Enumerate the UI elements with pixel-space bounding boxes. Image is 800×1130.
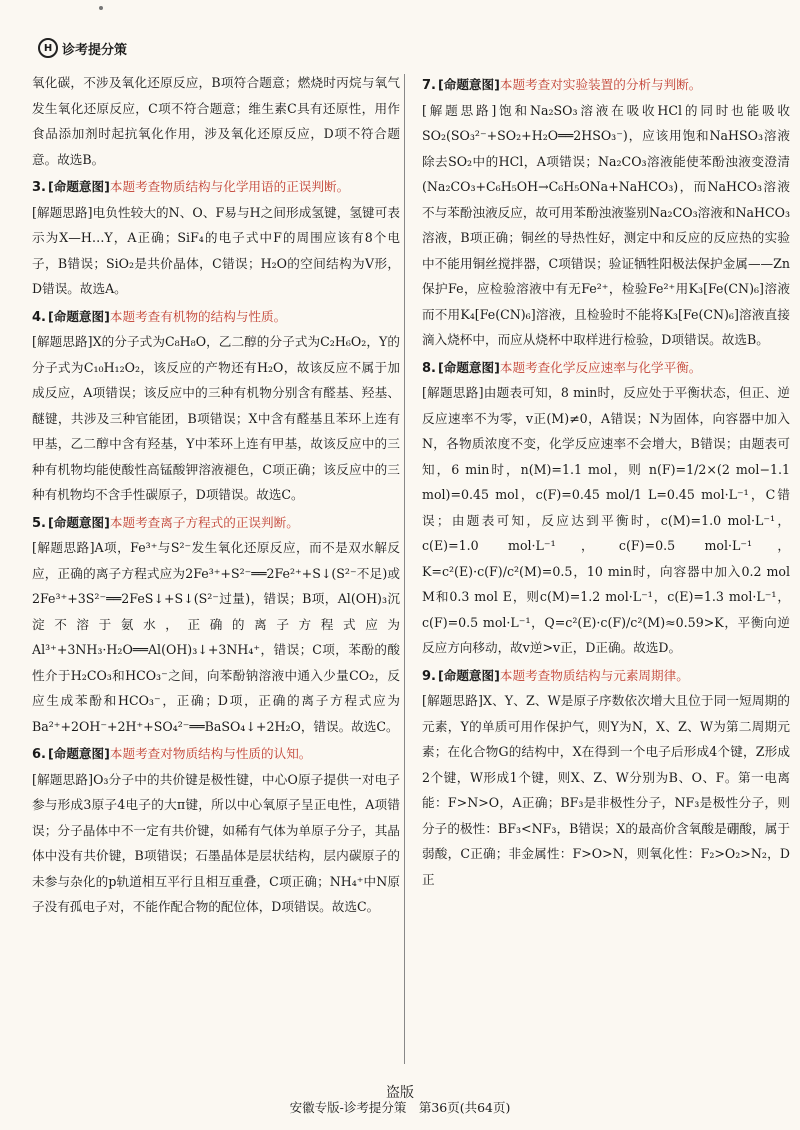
solution-text: [解题思路]饱和Na₂SO₃溶液在吸收HCl的同时也能吸收SO₂(SO₃²⁻+SO₂+H₂O══2HSO₃⁻)，应该用饱和NaHSO₃溶液除去SO₂中的HCl，A项错误；Na₂CO₃溶液能使苯酚浊液变澄清(Na₂CO₃+C₆H₅OH→C₆H₅ONa+NaHCO₃)，而NaHCO₃溶液不与苯酚浊液反应，故可用苯酚浊液鉴别Na₂CO₃溶液和NaHCO₃溶液，B项正确；铜丝的导热性好，测定中和反应的反应热的实验中不能用铜丝搅拌器，C项错误；验证牺牲阳极法保护金属——Zn保护Fe，应检验溶液中有无Fe²⁺，检验Fe²⁺用K₃[Fe(CN)₆]溶液而不用K₄[Fe(CN)₆]溶液，且检验时不能将K₃[Fe(CN)₆]溶液直接滴入烧杯中，而应从烧杯中取样进行检验，D项错误。故选B。 [422,102,790,347]
question-number: 8. [422,360,436,376]
intro-paragraph: 氧化碳，不涉及氧化还原反应，B项符合题意；燃烧时丙烷与氧气发生氧化还原反应，C项不符合题意；维生素C具有还原性，用作食品添加剂时起抗氧化作用，涉及氧化还原反应，D项不符合题意。故选B。 [32,75,400,167]
column-divider [404,74,405,1064]
brand-title: 诊考提分策 [62,42,128,58]
question-3 [32,174,400,302]
solution-text: [解题思路]电负性较大的N、O、F易与H之间形成氢键，氢键可表示为X—H…Y，A正确；SiF₄的电子式中F的周围应该有8个电子，B错误；SiO₂是共价晶体，C错误；H₂O的空间结构为V形，D错误。故选A。 [32,204,400,296]
question-4 [32,304,400,508]
question-number: 4. [32,309,46,325]
right-column [422,70,790,892]
page-info: 安徽专版-诊考提分策 第36页(共64页) [289,1100,511,1115]
question-8 [422,355,790,661]
header [38,38,127,58]
intent-text: 本题考查离子方程式的正误判断。 [109,514,299,530]
intent-label: [命题意图] [47,179,110,194]
question-number: 9. [422,668,436,684]
question-7 [422,72,790,353]
page-footer [0,1082,800,1116]
solution-text: [解题思路]A项，Fe³⁺与S²⁻发生氧化还原反应，而不是双水解反应，正确的离子方程式应为2Fe³⁺+S²⁻══2Fe²⁺+S↓(S²⁻不足)或2Fe³⁺+3S²⁻══2FeS↓+S↓(S²⁻过量)，错误；B项，Al(OH)₃沉淀不溶于氨水，正确的离子方程式应为Al³⁺+3NH₃·H₂O══Al(OH)₃↓+3NH₄⁺，错误；C项，苯酚的酸性介于H₂CO₃和HCO₃⁻之间，向苯酚钠溶液中通入少量CO₂，反应生成苯酚和HCO₃⁻，正确；D项，正确的离子方程式应为Ba²⁺+2OH⁻+2H⁺+SO₄²⁻══BaSO₄↓+2H₂O，错误。故选C。 [32,540,400,734]
question-3-head [32,174,400,200]
intent-label: [命题意图] [437,77,500,92]
question-number: 3. [32,180,46,195]
question-5-head [32,510,400,536]
question-number: 7. [422,78,436,93]
question-6 [32,741,400,920]
pirate-stamp: 盗版 [386,1085,414,1101]
brand-logo-icon: H [38,38,58,58]
question-4-head [32,304,400,330]
intent-text: 本题考查有机物的结构与性质。 [109,308,287,324]
question-7-head [422,72,790,98]
intent-label: [命题意图] [47,746,110,761]
question-9 [422,663,790,893]
left-column [32,70,400,920]
solution-text: [解题思路]O₃分子中的共价键是极性键，中心O原子提供一对电子参与形成3原子4电子的大π键，所以中心氧原子呈正电性，A项错误；分子晶体中不一定有共价键，如稀有气体为单原子分子，其晶体中没有共价键，B项错误；石墨晶体是层状结构，层内碳原子的未参与杂化的p轨道相互平行且相互重叠，C项正确；NH₄⁺中N原子没有孤电子对，不能作配合物的配位体，D项错误。故选C。 [32,771,400,914]
question-9-head [422,663,790,689]
intent-text: 本题考查物质结构与化学用语的正误判断。 [109,179,350,194]
question-5 [32,510,400,740]
intent-label: [命题意图] [47,308,110,324]
question-number: 6. [32,747,46,762]
scan-dot [99,6,103,10]
intent-text: 本题考查物质结构与元素周期律。 [499,667,689,683]
question-number: 5. [32,515,46,531]
intent-label: [命题意图] [437,359,500,375]
question-6-head [32,741,400,767]
question-8-head [422,355,790,381]
intent-text: 本题考查化学反应速率与化学平衡。 [499,359,702,375]
intent-label: [命题意图] [437,667,500,683]
intent-text: 本题考查对物质结构与性质的认知。 [109,746,312,761]
intent-label: [命题意图] [47,514,110,530]
solution-text: [解题思路]由题表可知，8 min时，反应处于平衡状态，但正、逆反应速率不为零，v正(M)≠0，A错误；N为固体，向容器中加入N，各物质浓度不变，化学反应速率不会增大，B错误；由题表可知，6 min时，n(M)=1.1 mol，则 n(F)=1/2×(2 mol−1.1 mol)=0.45 mol，c(F)=0.45 mol/1 L=0.45 mol·L⁻¹，C错误；由题表可知，反应达到平衡时，c(M)=1.0 mol·L⁻¹，c(E)=1.0 mol·L⁻¹，c(F)=0.5 mol·L⁻¹，K=c²(E)·c(F)/c²(M)=0.5，10 min时，向容器中加入0.2 mol M和0.3 mol E，则c(M)=1.2 mol·L⁻¹，c(E)=1.3 mol·L⁻¹，c(F)=0.5 mol·L⁻¹，Q=c²(E)·c(F)/c²(M)≈0.59>K，平衡向逆反应方向移动，故v逆>v正，D正确。故选D。 [422,385,790,655]
solution-text: [解题思路]X、Y、Z、W是原子序数依次增大且位于同一短周期的元素，Y的单质可用作保护气，则Y为N，X、Z、W为第二周期元素；在化合物G的结构中，X在得到一个电子后形成4个键，Z形成2个键，W形成1个键，则X、Z、W分别为B、O、F。第一电离能：F>N>O，A正确；BF₃是非极性分子，NF₃是极性分子，则分子的极性：BF₃<NF₃，B错误；X的最高价含氧酸是硼酸，属于弱酸，C正确；非金属性：F>O>N，则氧化性：F₂>O₂>N₂，D正 [422,693,790,887]
solution-text: [解题思路]X的分子式为C₈H₈O，乙二醇的分子式为C₂H₆O₂，Y的分子式为C₁₀H₁₂O₂，该反应的产物还有H₂O，故该反应不属于加成反应，A项错误；该反应中的三种有机物分别含有醛基、羟基、醚键，共涉及三种官能团，B项错误；X中含有醛基且苯环上连有甲基，乙二醇中含有羟基，Y中苯环上连有甲基，故该反应中的三种有机物均能使酸性高锰酸钾溶液褪色，C项正确；该反应中的三种有机物均不含手性碳原子，D项错误。故选C。 [32,334,400,502]
intent-text: 本题考查对实验装置的分析与判断。 [499,77,702,92]
